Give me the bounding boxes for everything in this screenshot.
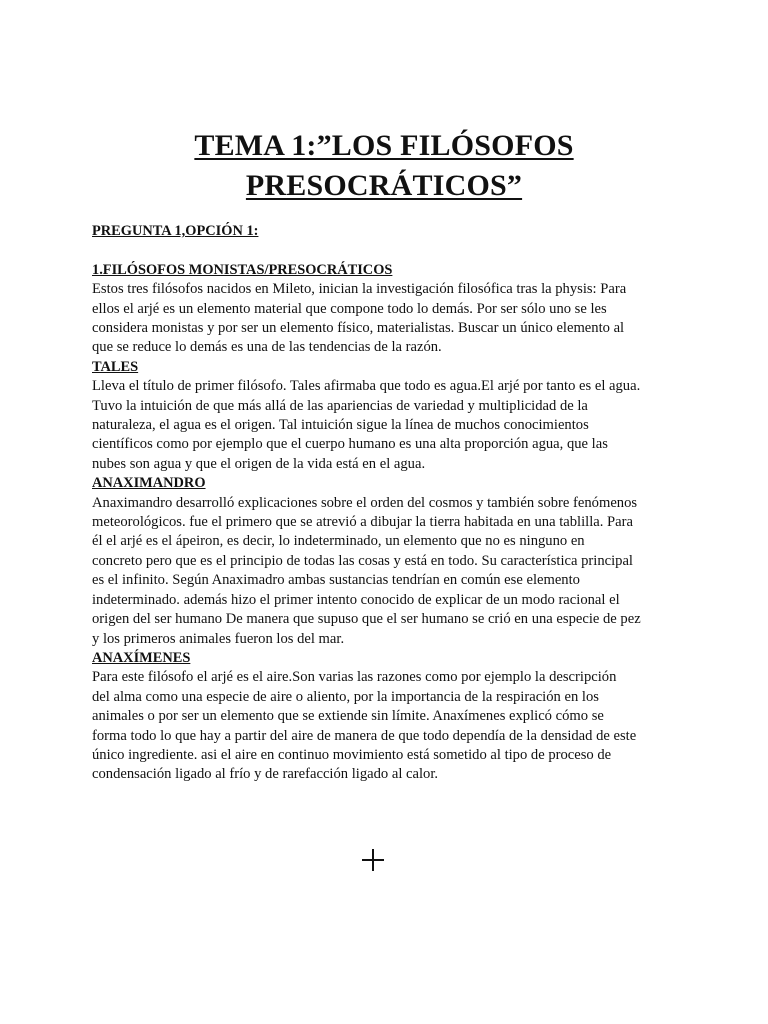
- paragraph-line: Estos tres filósofos nacidos en Mileto, inician la investigación filosófica tras la physis: Para: [92, 281, 627, 298]
- paragraph-line: origen del ser humano De manera que supuso que el ser humano se crió en una especie de pez: [92, 611, 641, 628]
- paragraph-line: indeterminado. además hizo el primer intento conocido de explicar de un modo racional el: [92, 591, 620, 608]
- paragraph-line: Tuvo la intuición de que más allá de las apariencias de variedad y multiplicidad de la: [92, 397, 588, 414]
- section-heading-anaximenes: ANAXÍMENES: [92, 649, 191, 666]
- section-paragraph-anaximandro: [92, 494, 682, 649]
- section-paragraph-anaximenes: [92, 668, 682, 784]
- paragraph-line: considera monistas y por ser un elemento físico, materialistas. Buscar un único elemento al: [92, 320, 625, 337]
- document-title: [92, 126, 676, 206]
- paragraph-line: científicos como por ejemplo que el cuerpo humano es una alta proporción agua, que las: [92, 436, 608, 453]
- paragraph-line: meteorológicos. fue el primero que se atrevió a dibujar la tierra habitada en una tablilla. Para: [92, 514, 633, 531]
- paragraph-line: concreto pero que es el principio de todas las cosas y está en todo. Su característica principal: [92, 552, 633, 569]
- paragraph-line: animales o por ser un elemento que se extiende sin límite. Anaxímenes explicó cómo se: [92, 708, 604, 725]
- paragraph-line: del alma como una especie de aire o aliento, por la importancia de la respiración en los: [92, 688, 599, 705]
- spacer: [92, 241, 682, 260]
- question-label: PREGUNTA 1,OPCIÓN 1:: [92, 223, 259, 239]
- paragraph-line: Anaximandro desarrolló explicaciones sobre el orden del cosmos y también sobre fenómenos: [92, 494, 638, 511]
- document-body: [92, 222, 682, 785]
- paragraph-line: Para este filósofo el arjé es el aire.Son varias las razones como por ejemplo la descripción: [92, 669, 617, 686]
- paragraph-line: naturaleza, el agua es el origen. Tal intuición sigue la línea de muchos conocimientos: [92, 417, 589, 434]
- paragraph-line: condensación ligado al frío y de rarefacción ligado al calor.: [92, 766, 439, 783]
- cross-icon: [362, 849, 384, 871]
- section-paragraph-tales: [92, 377, 682, 474]
- paragraph-line: forma todo lo que hay a partir del aire de manera de que todo dependía de la densidad de este: [92, 727, 637, 744]
- paragraph-line: es el infinito. Según Anaximadro ambas sustancias tendrían en común ese elemento: [92, 572, 580, 589]
- title-line-1: TEMA 1:”LOS FILÓSOFOS: [194, 129, 574, 162]
- paragraph-line: que se reduce lo demás es una de las tendencias de la razón.: [92, 339, 442, 356]
- section-heading-tales: TALES: [92, 358, 139, 375]
- section-paragraph-monistas: [92, 280, 682, 358]
- title-line-2: PRESOCRÁTICOS”: [245, 169, 523, 202]
- paragraph-line: nubes son agua y que el origen de la vida está en el agua.: [92, 455, 426, 472]
- paragraph-line: y los primeros animales fueron los del mar.: [92, 630, 345, 647]
- paragraph-line: Lleva el título de primer filósofo. Tales afirmaba que todo es agua.El arjé por tanto es el agua.: [92, 378, 641, 395]
- section-heading-anaximandro: ANAXIMANDRO: [92, 475, 206, 492]
- paragraph-line: único ingrediente. asi el aire en continuo movimiento está sometido al tipo de proceso de: [92, 746, 612, 763]
- paragraph-line: ellos el arjé es un elemento material que compone todo lo demás. Por ser sólo uno se les: [92, 300, 607, 317]
- paragraph-line: él el arjé es el ápeiron, es decir, lo indeterminado, un elemento que no es ninguno en: [92, 533, 585, 550]
- section-heading-monistas: 1.FILÓSOFOS MONISTAS/PRESOCRÁTICOS: [92, 261, 393, 278]
